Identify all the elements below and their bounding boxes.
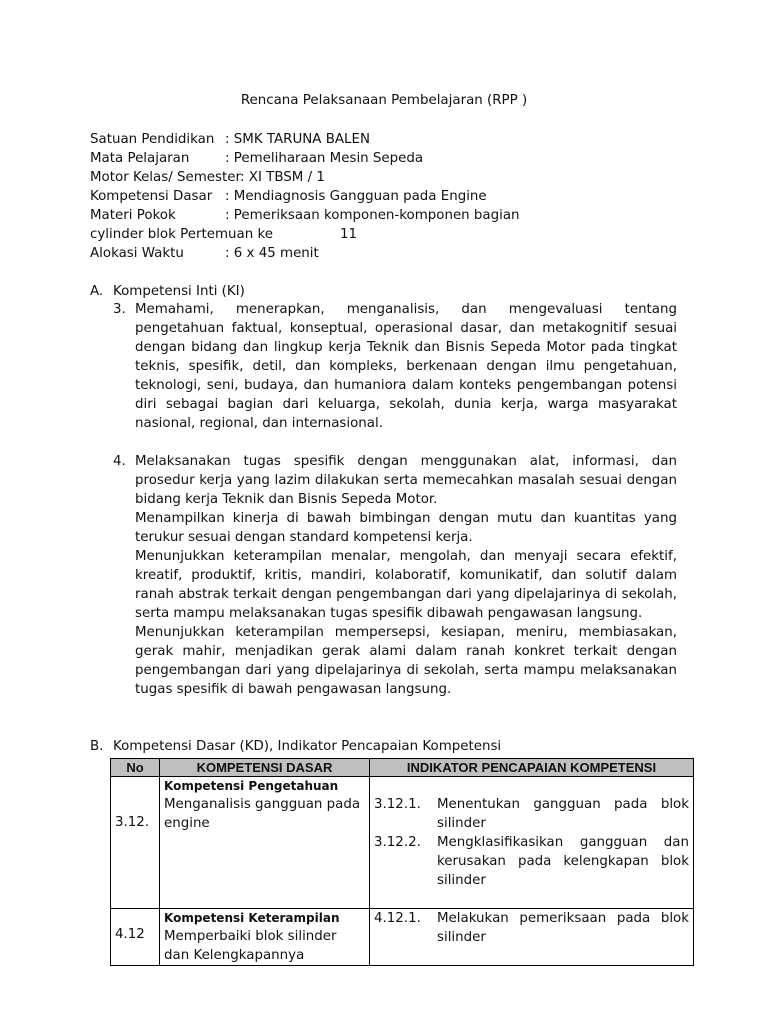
item-paragraph: Melaksanakan tugas spesifik dengan menggunakan alat, informasi, dan prosedur kerja yang lazim dilakukan serta memecahkan masalah sesuai dengan bidang kerja Teknik dan Bisnis Sepeda Motor. [135,454,677,507]
meta-label: Mata Pelajaran [90,151,190,166]
meta-value: : Mendiagnosis Gangguan pada Engine [225,189,487,204]
meta-value: : Pemeliharaan Mesin Sepeda [225,151,424,166]
section-letter: A. [90,284,104,299]
indicator-text: Melakukan pemeriksaan pada blok silinder [437,911,689,945]
kd-category: Kompetensi Keterampilan [164,911,340,925]
kd-cell [160,777,370,909]
indicator-code: 3.12.2. [374,835,421,850]
kd-table [110,758,694,966]
meta-label: Motor Kelas/ Semester [90,170,241,185]
indicator-item [374,833,689,890]
ki-item-4 [113,452,677,699]
table-row [111,777,694,909]
kd-category: Kompetensi Pengetahuan [164,779,339,793]
table-header-row [111,759,694,777]
item-number: 4. [113,454,126,469]
row-number: 3.12. [111,777,160,909]
meta-value: : Pemeriksaan komponen-komponen bagian [225,208,520,223]
item-paragraph: Menunjukkan keterampilan menalar, mengolah, dan menyaji secara efektif, kreatif, produktif, kritis, mandiri, kolaboratif, komunikatif, dan solutif dalam ranah abstrak terkait dengan pengembangan dari yang dipelajarinya di sekolah, serta mampu melaksanakan tugas spesifik dibawah pengawasan langsung. [135,549,677,621]
indicator-code: 3.12.1. [374,797,421,812]
meta-value: 11 [340,227,358,242]
column-header-kd: KOMPETENSI DASAR [160,759,370,777]
meta-value: : SMK TARUNA BALEN [225,132,370,147]
section-letter: B. [90,739,104,754]
meta-label: Satuan Pendidikan [90,132,215,147]
item-number: 3. [113,302,126,317]
indicator-code: 4.12.1. [374,911,421,926]
meta-label: cylinder blok Pertemuan ke [90,227,273,242]
section-title: Kompetensi Dasar (KD), Indikator Pencapaian Kompetensi [113,739,502,754]
item-paragraph: Menampilkan kinerja di bawah bimbingan dengan mutu dan kuantitas yang terukur sesuai dengan standard kompetensi kerja. [135,511,677,545]
ki-item-3 [113,300,677,433]
kd-text: Menganalisis gangguan pada engine [164,797,361,831]
row-number: 4.12 [111,909,160,966]
indicator-cell [370,777,694,909]
indicator-item [374,909,689,947]
column-header-no: No [111,759,160,777]
table-row [111,909,694,966]
item-paragraph: Menunjukkan keterampilan mempersepsi, kesiapan, meniru, membiasakan, gerak mahir, menjadikan gerak alami dalam ranah konkret terkait dengan pengembangan dari yang dipelajarinya di sekolah, serta mampu melaksanakan tugas spesifik di bawah pengawasan langsung. [135,625,677,697]
column-header-indikator: INDIKATOR PENCAPAIAN KOMPETENSI [370,759,694,777]
meta-label: Kompetensi Dasar [90,189,213,204]
kd-text: Memperbaiki blok silinder dan Kelengkapannya [164,929,337,963]
indicator-text: Mengklasifikasikan gangguan dan kerusakan pada kelengkapan blok silinder [437,835,689,888]
meta-label: Alokasi Waktu [90,246,184,261]
document-title: Rencana Pelaksanaan Pembelajaran (RPP ) [240,93,528,108]
indicator-text: Menentukan gangguan pada blok silinder [437,797,689,831]
meta-value: : XI TBSM / 1 [240,170,325,185]
kd-cell [160,909,370,966]
indicator-item [374,795,689,833]
indicator-cell [370,909,694,966]
meta-label: Materi Pokok [90,208,176,223]
meta-value: : 6 x 45 menit [225,246,319,261]
item-paragraph: Memahami, menerapkan, menganalisis, dan mengevaluasi tentang pengetahuan faktual, konseptual, operasional dasar, dan metakognitif sesuai dengan bidang dan lingkup kerja Teknik dan Bisnis Sepeda Motor pada tingkat teknis, spesifik, detil, dan kompleks, berkenaan dengan ilmu pengetahuan, teknologi, seni, budaya, dan humaniora dalam konteks pengembangan potensi diri sebagai bagian dari keluarga, sekolah, dunia kerja, warga masyarakat nasional, regional, dan internasional. [135,302,677,431]
section-title: Kompetensi Inti (KI) [113,284,245,299]
